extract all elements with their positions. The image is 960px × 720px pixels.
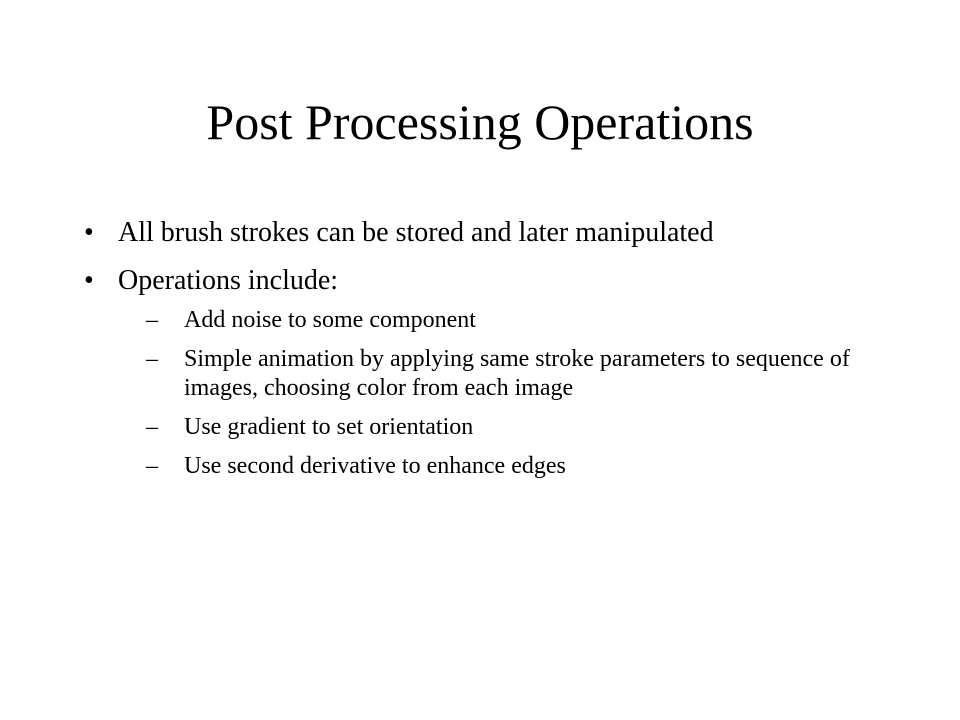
sub-bullet-marker: –	[146, 346, 158, 372]
bullet-marker: •	[84, 217, 94, 248]
slide-title: Post Processing Operations	[206, 94, 754, 150]
sub-bullet-marker: –	[146, 453, 158, 479]
bullet-marker: •	[84, 265, 94, 296]
sub-bullet-list	[146, 306, 900, 481]
sub-bullet-marker: –	[146, 307, 158, 333]
sub-bullet-marker: –	[146, 414, 158, 440]
bullet-text: Operations include:	[118, 265, 339, 296]
sub-bullet-item	[146, 306, 900, 335]
sub-bullet-item	[146, 452, 900, 481]
sub-bullet-item	[146, 413, 900, 442]
sub-bullet-text: Use second derivative to enhance edges	[184, 453, 566, 479]
sub-bullet-text: Use gradient to set orientation	[184, 414, 474, 440]
slide-content	[80, 216, 900, 481]
bullet-item	[80, 264, 900, 298]
sub-bullet-text: Add noise to some component	[184, 307, 476, 333]
sub-bullet-item	[146, 345, 900, 403]
bullet-text: All brush strokes can be stored and later manipulated	[118, 217, 714, 248]
sub-bullet-text: Simple animation by applying same stroke parameters to sequence of images, choosing color from each image	[184, 346, 850, 401]
bullet-item	[80, 216, 900, 250]
